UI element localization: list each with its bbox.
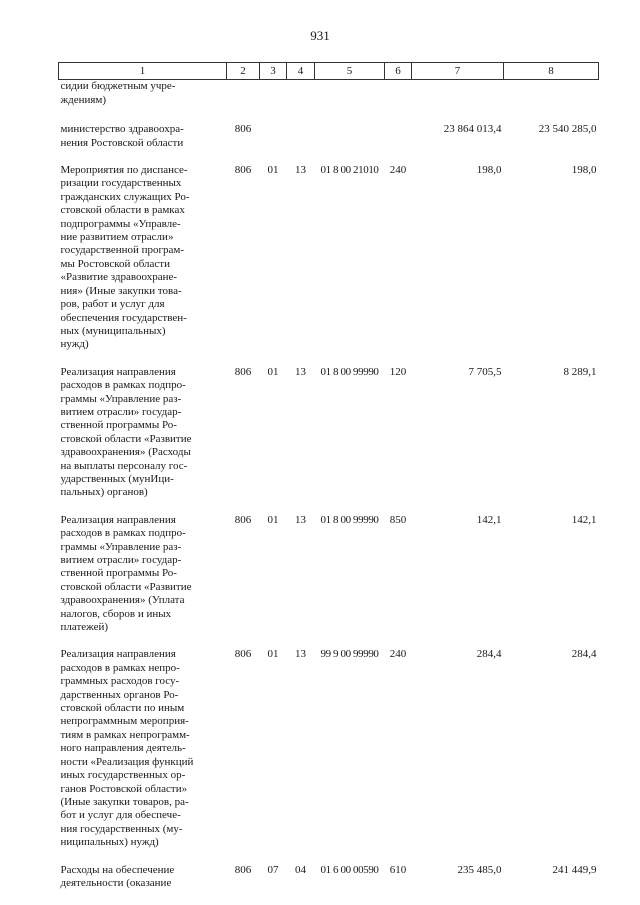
code-subsection: 13 (295, 164, 306, 177)
row-description: министерство здравоохра- нения Ростовской области (60, 123, 184, 149)
code-ministry (227, 80, 260, 123)
code-section: 07 (267, 863, 279, 876)
amount-year-1: 198,0 (476, 164, 502, 177)
code-target-article (315, 80, 385, 123)
code-ministry: 806 (234, 123, 252, 136)
code-section: 01 (267, 648, 279, 661)
code-expense-type: 240 (389, 648, 407, 661)
code-target-article: 01 8 00 99990 (320, 513, 379, 526)
code-target-article: 01 6 00 00590 (320, 863, 379, 876)
code-subsection (287, 123, 315, 164)
amount-year-2 (504, 80, 599, 123)
code-ministry: 806 (234, 365, 252, 378)
amount-year-1: 23 864 013,4 (443, 123, 502, 136)
code-subsection: 13 (295, 365, 306, 378)
row-description: сидии бюджетным учре- ждениям) (60, 80, 176, 106)
table-row (59, 514, 599, 649)
amount-year-2: 8 289,1 (563, 365, 597, 378)
code-subsection: 13 (295, 648, 306, 661)
amount-year-2: 284,4 (571, 648, 597, 661)
code-section (260, 80, 287, 123)
row-description: Реализация направления расходов в рамках подпро- граммы «Управление раз- витием отрасли» государ- ственной программы Ро- стовской области «Развитие здравоохранения» (Расходы на выплаты персоналу гос- ударственных (мунИци- пальных) органов) (60, 365, 192, 499)
table-row (59, 164, 599, 366)
code-target-article (315, 123, 385, 164)
code-target-article: 99 9 00 99990 (320, 648, 379, 661)
amount-year-2: 23 540 285,0 (538, 123, 597, 136)
code-ministry: 806 (234, 863, 252, 876)
code-subsection: 13 (295, 513, 306, 526)
code-expense-type: 610 (389, 863, 407, 876)
row-description: Реализация направления расходов в рамках подпро- граммы «Управление раз- витием отрасли» государ- ственной программы Ро- стовской области «Развитие здравоохранения» (Уплата налогов, сборов и иных платежей) (60, 513, 192, 634)
column-header: 3 (260, 63, 287, 80)
row-description: Расходы на обеспечение деятельности (оказание (60, 863, 175, 889)
amount-year-1: 7 705,5 (468, 365, 502, 378)
table-row (59, 123, 599, 164)
column-header: 8 (504, 63, 599, 80)
code-ministry: 806 (234, 648, 252, 661)
table-row (59, 366, 599, 514)
code-subsection: 04 (295, 863, 306, 876)
budget-table (58, 62, 599, 904)
code-expense-type (385, 80, 412, 123)
code-section: 01 (267, 365, 279, 378)
code-expense-type: 120 (389, 365, 407, 378)
code-subsection (287, 80, 315, 123)
amount-year-1: 235 485,0 (457, 863, 502, 876)
row-description: Реализация направления расходов в рамках непро- граммных расходов госу- дарственных органов Ро- стовской области по иным непрограммным мероприя- тиям в рамках непрограмм- ного направления деятель- ности «Реализация функций иных государственных ор- ганов Ростовской области» (Иные закупки товаров, ра- бот и услуг для обеспече- ния государственных (му- ниципальных) нужд) (60, 648, 194, 849)
amount-year-2: 142,1 (571, 513, 597, 526)
table-header-row (59, 63, 599, 80)
code-ministry: 806 (234, 164, 252, 177)
amount-year-1: 142,1 (476, 513, 502, 526)
code-target-article: 01 8 00 99990 (320, 365, 379, 378)
column-header: 1 (59, 63, 227, 80)
code-section: 01 (267, 513, 279, 526)
column-header: 5 (315, 63, 385, 80)
page-number: 931 (310, 28, 330, 43)
column-header: 2 (227, 63, 260, 80)
column-header: 4 (287, 63, 315, 80)
column-header: 7 (412, 63, 504, 80)
table-row (59, 648, 599, 863)
amount-year-2: 241 449,9 (552, 863, 597, 876)
code-target-article: 01 8 00 21010 (320, 164, 379, 177)
row-description: Мероприятия по диспансе- ризации государственных гражданских служащих Ро- стовской области в рамках подпрограммы «Управле- ние развитием отрасли» государственной програм- мы Ростовской области «Развитие здравоохране- ния» (Иные закупки това- ров, работ и услуг для обеспечения государствен- ных (муниципальных) нужд) (60, 164, 190, 351)
code-expense-type: 850 (389, 513, 407, 526)
amount-year-1: 284,4 (476, 648, 502, 661)
amount-year-1 (412, 80, 504, 123)
table-body (59, 80, 599, 904)
code-expense-type (385, 123, 412, 164)
table-row (59, 80, 599, 123)
code-section: 01 (267, 164, 279, 177)
code-expense-type: 240 (389, 164, 407, 177)
amount-year-2: 198,0 (571, 164, 597, 177)
code-section (260, 123, 287, 164)
table-row (59, 864, 599, 905)
code-ministry: 806 (234, 513, 252, 526)
column-header: 6 (385, 63, 412, 80)
